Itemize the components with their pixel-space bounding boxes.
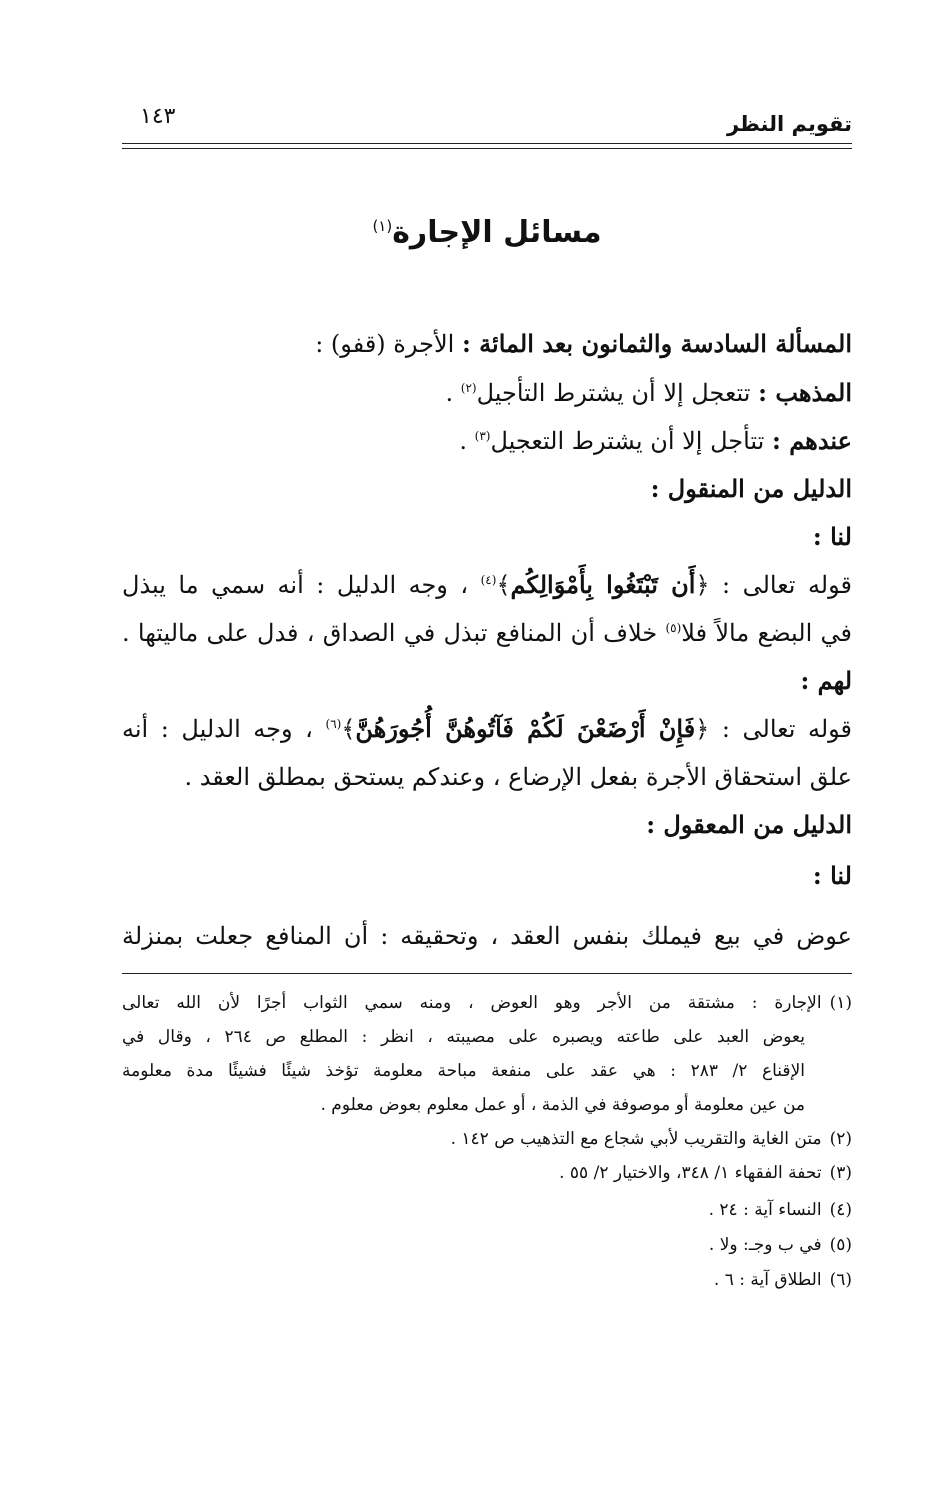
- footnote-ref: (٣): [474, 429, 491, 443]
- footnote-text: في ب وجـ: ولا .: [708, 1235, 822, 1255]
- footnote-number: (١): [829, 993, 852, 1013]
- text-run: ، وجه الدليل : أنه سمي ما يبذل: [122, 571, 481, 599]
- footnote-6: [122, 1265, 852, 1295]
- body-line-7: [122, 613, 852, 653]
- chapter-title: [122, 215, 852, 250]
- text-run: ﴾: [341, 715, 356, 743]
- footnote-5: [122, 1230, 852, 1260]
- footnote-2: [122, 1124, 852, 1154]
- issue-heading: المسألة السادسة والثمانون بعد المائة :: [461, 329, 852, 358]
- footnote-ref: (١): [372, 217, 393, 235]
- quran-verse: فَإِنْ أَرْضَعْنَ لَكُمْ فَآتُوهُنَّ أُجُورَهُنَّ: [355, 714, 696, 743]
- text-run: ، وجه الدليل : أنه: [122, 715, 326, 743]
- page-number: ١٤٣: [140, 104, 176, 129]
- indahum-line: [122, 421, 852, 461]
- body-line-10: علق استحقاق الأجرة بفعل الإرضاع ، وعندكم يستحق بمطلق العقد .: [184, 763, 852, 791]
- madhhab-text: تتعجل إلا أن يشترط التأجيل: [476, 379, 751, 407]
- footnote-text: الطلاق آية : ٦ .: [713, 1270, 822, 1290]
- footnote-text: متن الغاية والتقريب لأبي شجاع مع التذهيب ص ١٤٢ .: [450, 1129, 822, 1149]
- chapter-title-text: مسائل الإجارة: [392, 215, 602, 250]
- lana-heading-2: لنا :: [812, 861, 852, 890]
- footnote-1-line-4: من عين معلومة أو موصوفة في الذمة ، أو عمل معلوم بعوض معلوم .: [320, 1095, 805, 1115]
- header-rule: [122, 143, 852, 144]
- footnote-text: النساء آية : ٢٤ .: [708, 1200, 822, 1220]
- indahum-end: .: [459, 427, 475, 455]
- footnote-text: تحفة الفقهاء ١/ ٣٤٨، والاختيار ٢/ ٥٥ .: [559, 1163, 822, 1183]
- indahum-label: عندهم :: [771, 426, 852, 455]
- footnote-4: [122, 1195, 852, 1225]
- footnote-number: (٤): [829, 1200, 852, 1220]
- body-line-9: [122, 709, 852, 749]
- lana-heading-1: لنا :: [812, 522, 852, 551]
- text-run: قوله تعالى : ﴿: [695, 715, 853, 743]
- body-line-6: [122, 565, 852, 605]
- text-run: خلاف أن المنافع تبذل في الصداق ، فدل على ماليتها .: [122, 619, 666, 647]
- running-title: تقويم النظر: [726, 112, 852, 136]
- naql-heading: الدليل من المنقول :: [650, 474, 852, 503]
- header-rule-thin: [122, 148, 852, 149]
- body-line-13: عوض في بيع فيملك بنفس العقد ، وتحقيقه : أن المنافع جعلت بمنزلة: [122, 922, 852, 950]
- footnote-ref: (٦): [325, 717, 342, 731]
- footnote-number: (٦): [829, 1270, 852, 1290]
- indahum-text: تتأجل إلا أن يشترط التعجيل: [490, 427, 765, 455]
- footnote-1: [122, 988, 852, 1018]
- footnote-1-line-3: الإقناع ٢/ ٢٨٣ : هي عقد على منفعة مباحة معلومة تؤخذ شيئًا فشيئًا مدة معلومة: [122, 1061, 805, 1081]
- aql-heading: الدليل من المعقول :: [646, 810, 852, 839]
- quran-verse: أَن تَبْتَغُوا بِأَمْوَالِكُم: [510, 570, 696, 599]
- issue-subject: الأجرة (قفو) :: [315, 330, 455, 358]
- madhhab-end: .: [445, 379, 461, 407]
- text-run: قوله تعالى : ﴿: [695, 571, 852, 599]
- footnote-ref: (٥): [665, 621, 682, 635]
- footnote-text: الإجارة : مشتقة من الأجر وهو العوض ، ومنه سمي الثواب أجرًا لأن الله تعالى: [122, 993, 822, 1013]
- text-run: في البضع مالاً فلا: [681, 619, 852, 647]
- footnote-ref: (٤): [480, 573, 497, 587]
- footnote-rule: [122, 973, 852, 974]
- issue-heading-line: [122, 324, 852, 364]
- madhhab-label: المذهب :: [758, 378, 852, 407]
- footnote-3: [122, 1158, 852, 1188]
- lahum-heading: لهم :: [800, 666, 852, 695]
- footnote-number: (٢): [829, 1129, 852, 1149]
- footnote-1-line-2: يعوض العبد على طاعته ويصبره على مصيبته ، انظر : المطلع ص ٢٦٤ ، وقال في: [122, 1027, 805, 1047]
- madhhab-line: [122, 373, 852, 413]
- footnote-number: (٣): [829, 1163, 852, 1183]
- footnote-number: (٥): [829, 1235, 852, 1255]
- footnote-ref: (٢): [460, 381, 477, 395]
- text-run: ﴾: [496, 571, 511, 599]
